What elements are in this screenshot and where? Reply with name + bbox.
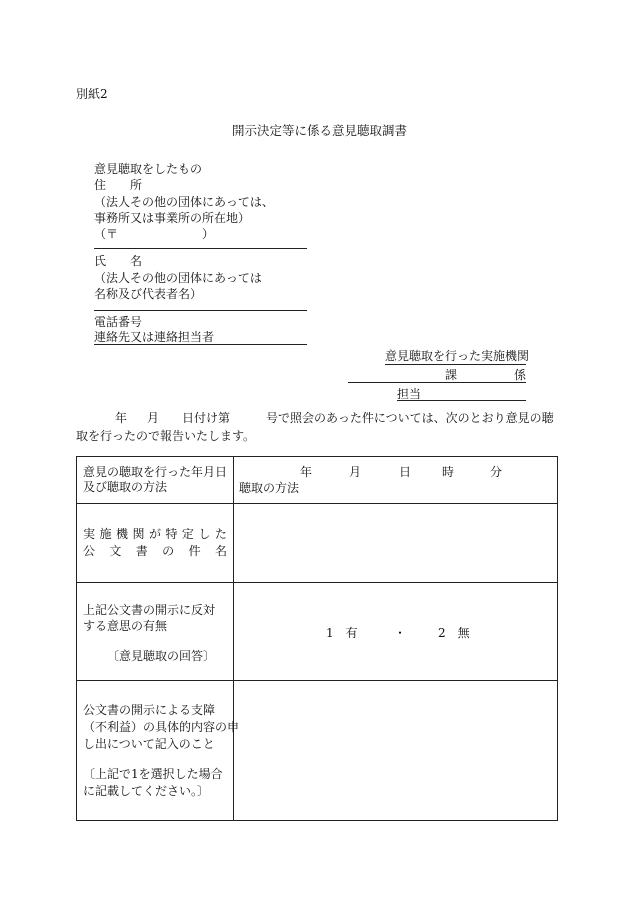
division-label: 課 [445, 368, 458, 382]
requester-heading: 意見聴取をしたもの [94, 162, 203, 176]
person-label: 担当 [397, 387, 422, 401]
hearing-record-table [76, 456, 558, 821]
person-underline [397, 400, 526, 401]
division-underline [348, 382, 526, 383]
intro-dated: 日付け第 [182, 411, 231, 425]
table-row [77, 504, 558, 583]
objection-label-3: 〔意見聴取の回答〕 [107, 649, 216, 663]
agency-label-underline [385, 364, 526, 365]
method-label: 聴取の方法 [239, 481, 300, 495]
hindrance-label-3: し出について記入のこと [83, 737, 215, 751]
hindrance-label-1: 公文書の開示による支障 [83, 703, 216, 717]
document-name-label-cell [77, 504, 234, 583]
intro-year: 年 [115, 411, 128, 425]
option-yes[interactable]: 1 有 [326, 626, 358, 640]
hearing-date-label-cell [77, 457, 234, 504]
objection-label-cell [77, 583, 234, 681]
date-year-unit: 年 [300, 465, 313, 479]
table-row [77, 681, 558, 821]
hearing-date-input-cell[interactable] [234, 457, 558, 504]
agency-label: 意見聴取を行った実施機関 [385, 349, 530, 363]
address-label: 住 所 [94, 178, 143, 192]
name-underline [94, 310, 307, 311]
section-label: 係 [514, 368, 527, 382]
hearing-date-label-2: 及び聴取の方法 [83, 480, 168, 494]
table-row [77, 457, 558, 504]
name-label: 氏 名 [94, 254, 143, 268]
contact-underline [94, 344, 307, 345]
document-name-label-2: 公 文 書 の 件 名 [83, 544, 227, 558]
hindrance-label-cell [77, 681, 240, 821]
document-name-input-cell[interactable] [234, 504, 558, 583]
phone-label: 電話番号 [94, 315, 143, 329]
document-name-label-1: 実 施 機 関 が 特 定 し た [83, 527, 227, 541]
address-note-1: （法人その他の団体にあっては、 [94, 195, 274, 209]
contact-label: 連絡先又は連絡担当者 [94, 330, 215, 344]
objection-options-cell [234, 583, 558, 681]
annex-label: 別紙2 [76, 87, 108, 101]
hindrance-label-4: 〔上記で1を選択した場合 [83, 767, 223, 781]
address-note-2: 事務所又は事業所の所在地） [94, 211, 251, 225]
hindrance-input-cell[interactable] [234, 681, 558, 821]
date-hour-unit: 時 [442, 465, 455, 479]
option-separator: ・ [394, 626, 407, 640]
objection-label-1: 上記公文書の開示に反対 [83, 603, 216, 617]
date-month-unit: 月 [349, 465, 362, 479]
objection-label-2: する意思の有無 [83, 619, 168, 633]
document-title: 開示決定等に係る意見聴取調書 [232, 123, 408, 138]
hindrance-label-5: に記載してください。〕 [83, 784, 210, 798]
date-minute-unit: 分 [490, 465, 503, 479]
date-day-unit: 日 [399, 465, 412, 479]
intro-rest: 号で照会のあった件については、次のとおり意見の聴 [266, 411, 554, 425]
postal-code-field[interactable]: （〒 ） [94, 227, 215, 241]
address-underline [94, 248, 307, 249]
hindrance-label-2: （不利益）の具体的内容の申 [83, 720, 240, 734]
hearing-date-label-1: 意見の聴取を行った年月日 [83, 465, 228, 479]
intro-month: 月 [147, 411, 160, 425]
option-no[interactable]: 2 無 [438, 626, 470, 640]
table-row [77, 583, 558, 681]
intro-line-2: 取を行ったので報告いたします。 [76, 429, 256, 443]
name-note-2: 名称及び代表者名） [94, 287, 203, 301]
name-note-1: （法人その他の団体にあっては [94, 271, 262, 285]
